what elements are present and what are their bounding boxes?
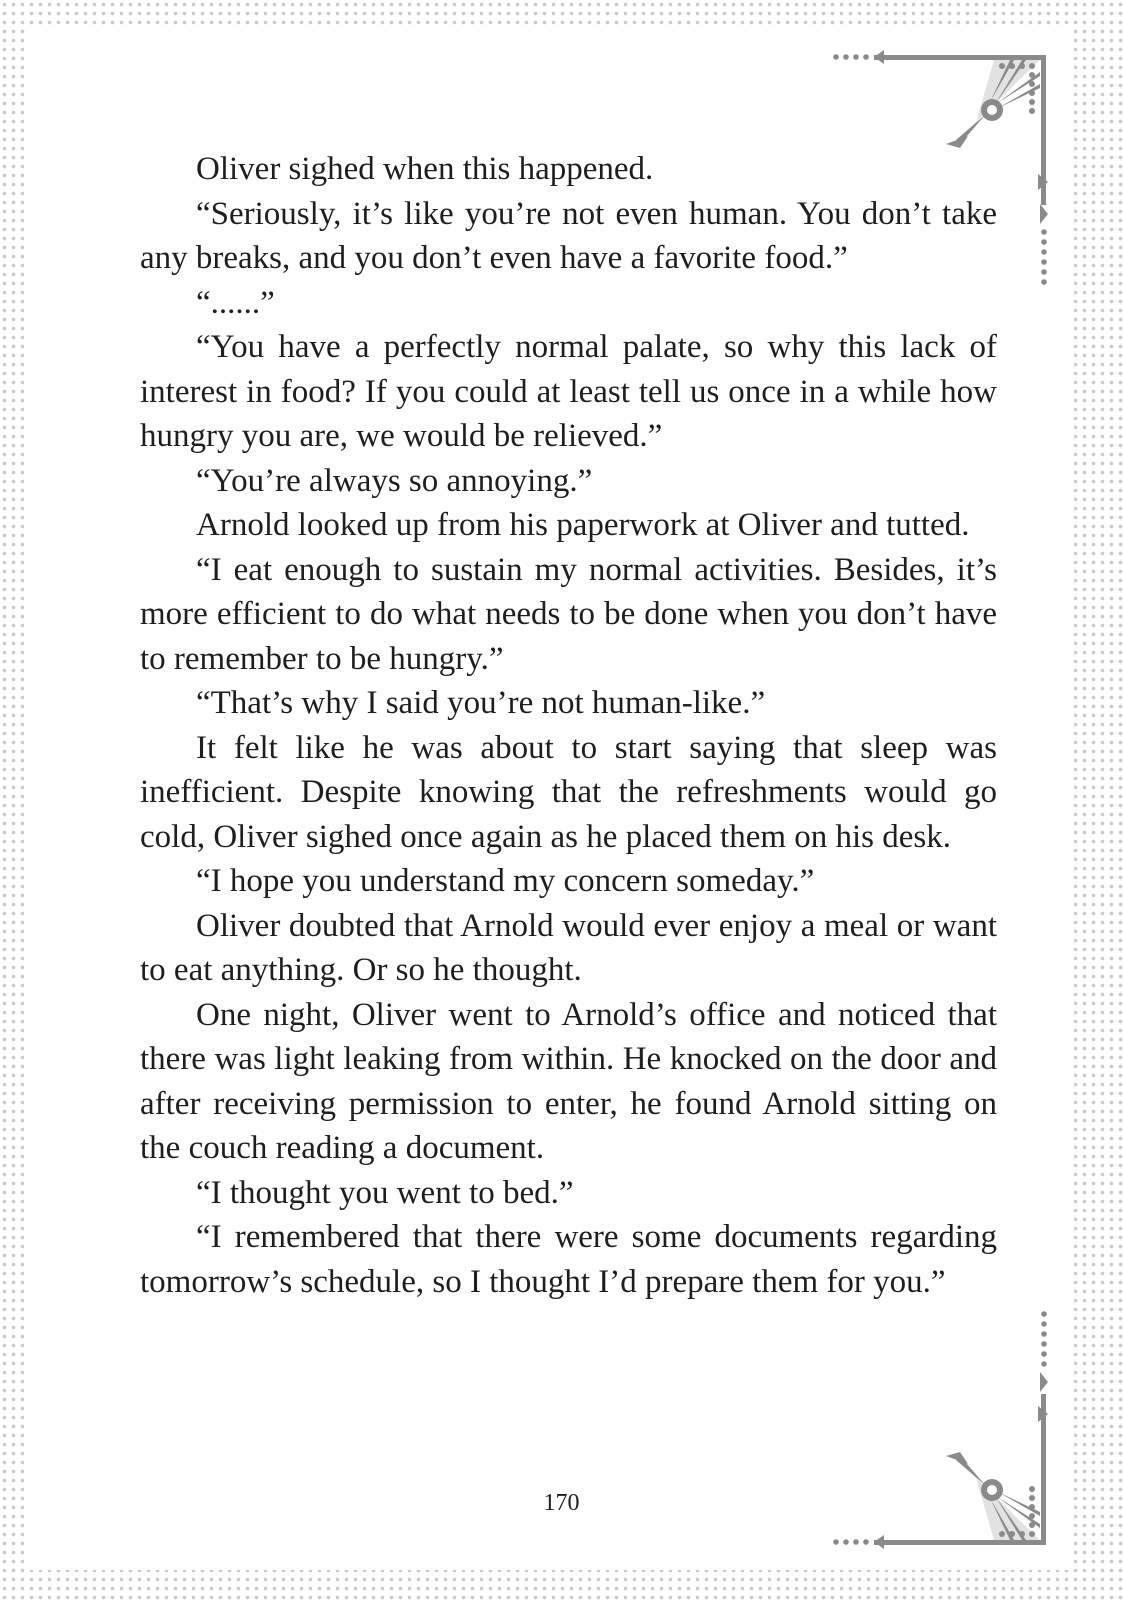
paragraph: “I eat enough to sustain my normal activities. Besides, it’s more efficient to do what needs to be done when you don’t have to remember to be hungry.” bbox=[140, 551, 997, 677]
paragraph: “Seriously, it’s like you’re not even human. You don’t take any breaks, and you don’t even have a favorite food.” bbox=[140, 195, 997, 276]
paragraph: “......” bbox=[196, 284, 275, 321]
page-body-text bbox=[140, 147, 997, 1304]
paragraph: “I remembered that there were some documents regarding tomorrow’s schedule, so I thought I’d prepare them for you.” bbox=[140, 1219, 997, 1300]
paragraph: “You have a perfectly normal palate, so why this lack of interest in food? If you could at least tell us once in a while how hungry you are, we would be relieved.” bbox=[140, 329, 997, 454]
paragraph: Oliver doubted that Arnold would ever enjoy a meal or want to eat anything. Or so he thought. bbox=[140, 907, 997, 988]
paragraph: Oliver sighed when this happened. bbox=[196, 151, 654, 187]
paragraph: One night, Oliver went to Arnold’s office and noticed that there was light leaking from within. He knocked on the door and after receiving permission to enter, he found Arnold sitting on the couch reading a document. bbox=[140, 996, 997, 1166]
paragraph: “I thought you went to bed.” bbox=[196, 1174, 574, 1211]
paragraph: “That’s why I said you’re not human-like.” bbox=[196, 685, 766, 721]
paragraph: Arnold looked up from his paperwork at Oliver and tutted. bbox=[196, 507, 970, 543]
page-number: 170 bbox=[543, 1490, 580, 1516]
paragraph: It felt like he was about to start saying that sleep was inefficient. Despite knowing that the refreshments would go cold, Oliver sighed once again as he placed them on his desk. bbox=[140, 729, 997, 855]
bottom-right-corner-ornament-icon bbox=[826, 1306, 1056, 1556]
paragraph: “You’re always so annoying.” bbox=[196, 462, 593, 499]
paragraph: “I hope you understand my concern someday.” bbox=[196, 863, 815, 899]
